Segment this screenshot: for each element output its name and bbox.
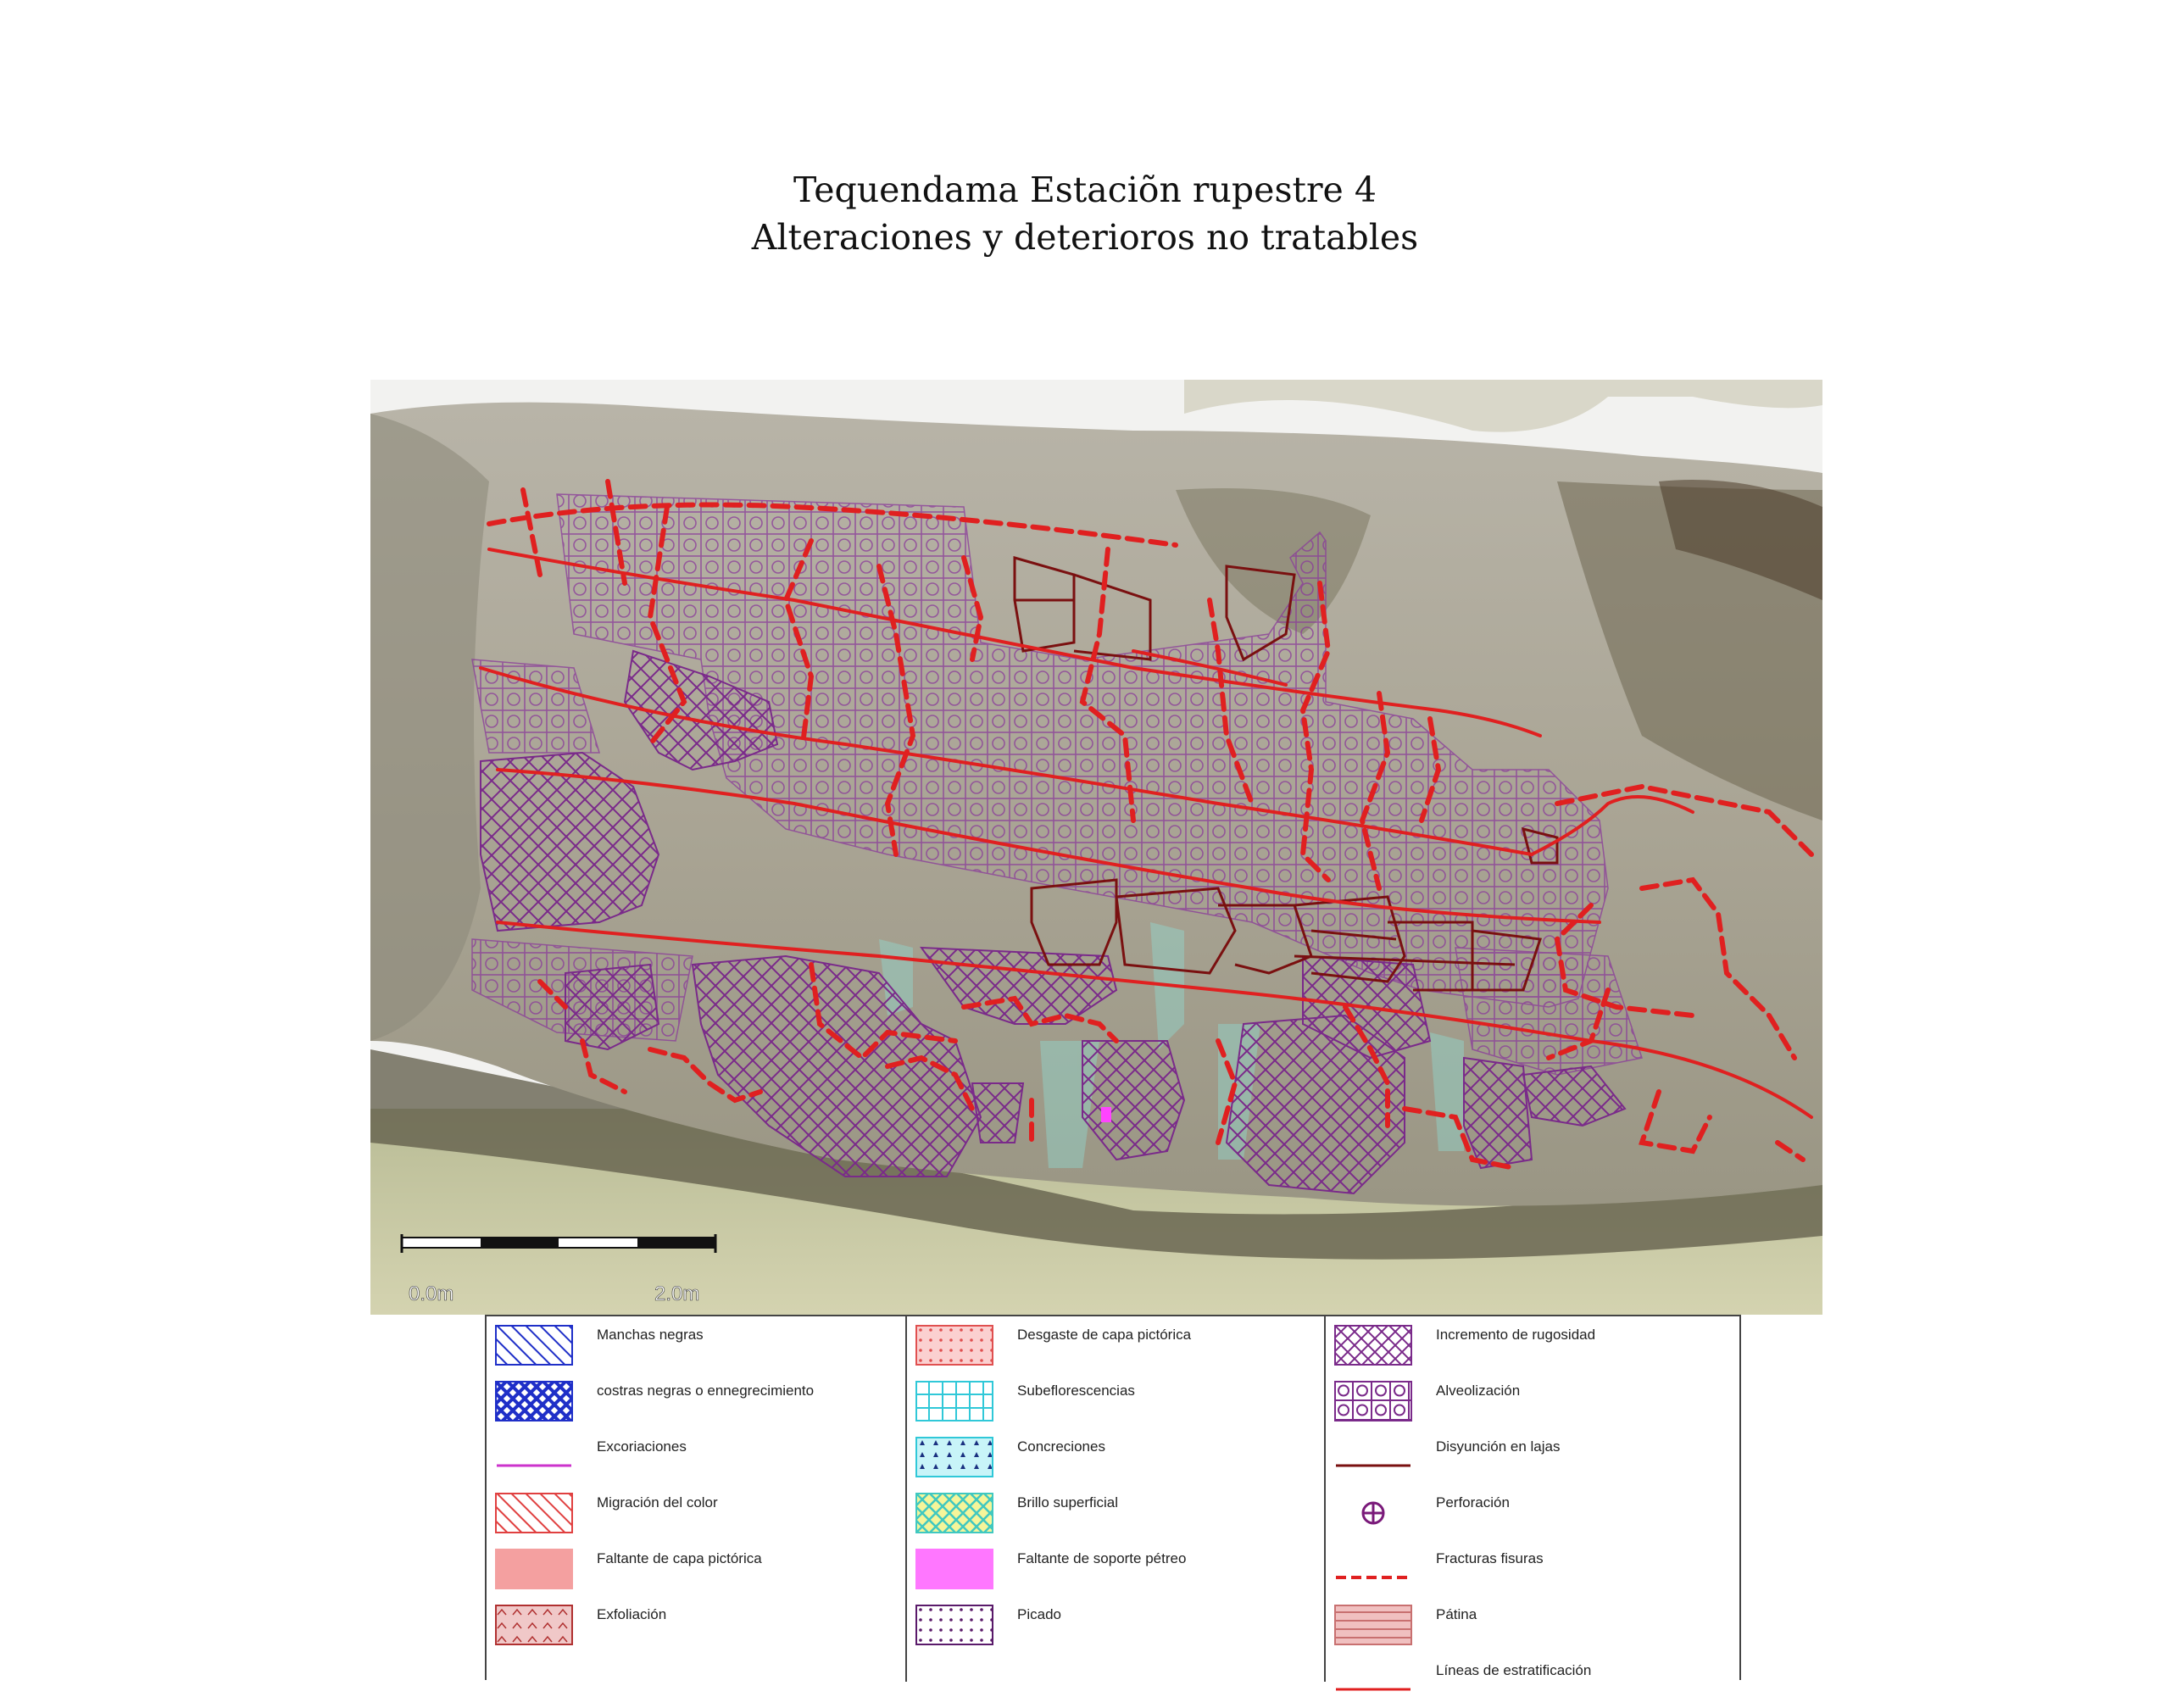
legend-item-label: costras negras o ennegrecimiento [597,1383,815,1399]
legend-swatch-dashed-line [1334,1549,1412,1589]
legend-swatch-yellow-crosshatch [915,1493,993,1533]
legend-item-label: Exfoliación [597,1606,667,1622]
legend-item-label: Desgaste de capa pictórica [1017,1327,1192,1343]
legend-swatch-patina [1334,1605,1412,1645]
legend-item-label: Fracturas fisuras [1436,1550,1544,1566]
legend-swatch-line [1334,1661,1412,1701]
legend-item-label: Disyunción en lajas [1436,1438,1561,1455]
legend-item-label: Migración del color [597,1494,718,1510]
legend-item-label: Pátina [1436,1606,1477,1622]
legend-item-label: Faltante de capa pictórica [597,1550,762,1566]
legend-item-label: Faltante de soporte pétreo [1017,1550,1187,1566]
rock-face-annotated-photo [370,380,1822,1315]
legend-column-1 [487,1316,905,1682]
legend-column-3 [1324,1316,1744,1682]
legend-item-label: Perforación [1436,1494,1510,1510]
legend-swatch-crosshatch [1334,1325,1412,1366]
legend-swatch-solid [495,1549,573,1589]
legend-item-label: Picado [1017,1606,1061,1622]
legend-swatch-exfoliation [495,1605,573,1645]
legend-swatch-dots [915,1605,993,1645]
legend-item-label: Manchas negras [597,1327,704,1343]
legend-swatch-blue-crosshatch [495,1381,573,1421]
scale-end-label: 2.0m [654,1282,700,1305]
legend-item-label: Brillo superficial [1017,1494,1119,1510]
legend-item-label: Concreciones [1017,1438,1105,1455]
legend-swatch-solid [915,1549,993,1589]
perforation-marker [1101,1107,1111,1122]
legend-item-label: Incremento de rugosidad [1436,1327,1596,1343]
scale-start-label: 0.0m [409,1282,454,1305]
diagram-title [0,166,2170,261]
legend-swatch-diagonal-hatch [495,1325,573,1366]
legend-swatch-line [1334,1437,1412,1477]
legend-item-label: Subeflorescencias [1017,1383,1135,1399]
legend [485,1315,1741,1680]
legend-item-label: Excoriaciones [597,1438,687,1455]
legend-swatch-diagonal-hatch [495,1493,573,1533]
legend-swatch-perforation [1334,1493,1412,1533]
legend-column-2 [905,1316,1326,1682]
legend-swatch-grid [915,1381,993,1421]
legend-item-label: Alveolización [1436,1383,1521,1399]
legend-swatch-dots [915,1325,993,1366]
legend-item-label: Líneas de estratificación [1436,1662,1592,1678]
legend-swatch-triangles [915,1437,993,1477]
legend-swatch-line [495,1437,573,1477]
legend-swatch-alveoli [1334,1381,1412,1421]
title-line-2: Alteraciones y deterioros no tratables [751,217,1419,258]
title-line-1: Tequendama Estaciõn rupestre 4 [793,170,1377,210]
